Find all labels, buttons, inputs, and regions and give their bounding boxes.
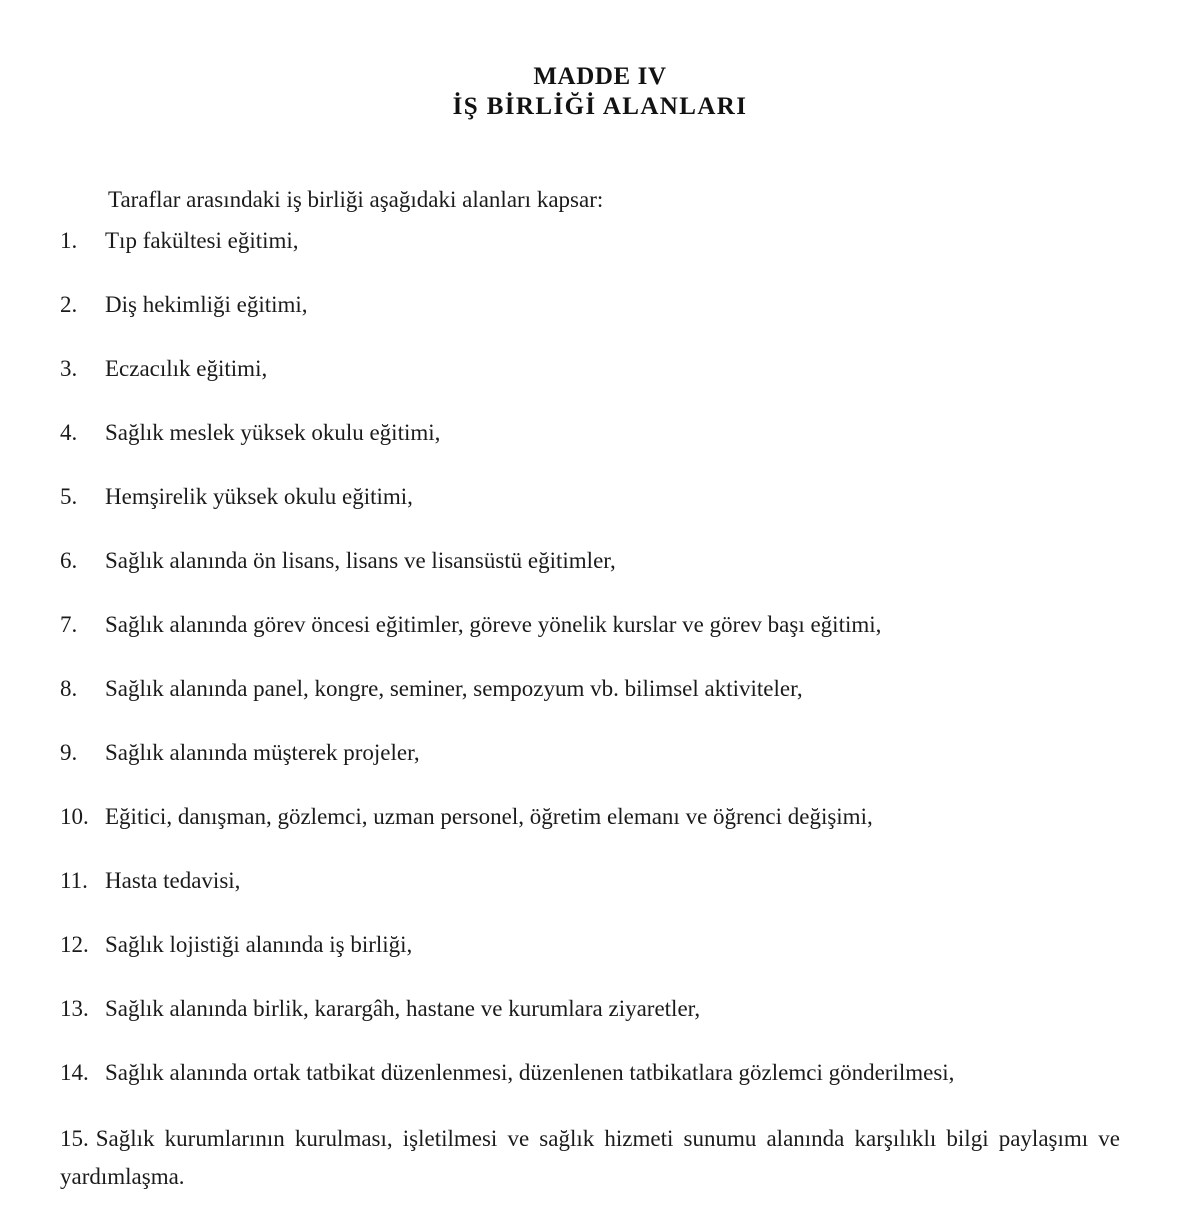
list-item-text: Eğitici, danışman, gözlemci, uzman personel, öğretim elemanı ve öğrenci değişimi, bbox=[105, 804, 873, 829]
list-item-number: 14. bbox=[60, 1060, 89, 1085]
intro-paragraph: Taraflar arasındaki iş birliği aşağıdaki alanları kapsar: bbox=[108, 187, 604, 212]
list-item bbox=[60, 1120, 1160, 1196]
list-item-text: Sağlık alanında ön lisans, lisans ve lisansüstü eğitimler, bbox=[105, 548, 616, 573]
list-item bbox=[60, 928, 1160, 962]
list-item-text: Tıp fakültesi eğitimi, bbox=[105, 228, 299, 253]
document-heading bbox=[0, 62, 1200, 122]
list-item-number: 13. bbox=[60, 996, 89, 1021]
list-item bbox=[60, 1056, 1160, 1090]
list-item-number: 15. bbox=[60, 1126, 89, 1151]
list-item-number: 10. bbox=[60, 804, 89, 829]
list-item-number: 9. bbox=[60, 740, 78, 765]
list-item-text: Hemşirelik yüksek okulu eğitimi, bbox=[105, 484, 413, 509]
list-item bbox=[60, 288, 1160, 322]
list-item-text: Hasta tedavisi, bbox=[105, 868, 241, 893]
list-item-text: Diş hekimliği eğitimi, bbox=[105, 292, 308, 317]
list-item bbox=[60, 864, 1160, 898]
cooperation-areas-list bbox=[60, 224, 1160, 1196]
list-item-number: 1. bbox=[60, 228, 78, 253]
list-item bbox=[60, 416, 1160, 450]
list-item bbox=[60, 608, 1160, 642]
list-item bbox=[60, 352, 1160, 386]
list-item-text: Sağlık lojistiği alanında iş birliği, bbox=[105, 932, 413, 957]
list-item-number: 11. bbox=[60, 868, 88, 893]
list-item-text: Eczacılık eğitimi, bbox=[105, 356, 268, 381]
list-item-text: Sağlık kurumlarının kurulması, işletilmesi ve sağlık hizmeti sunumu alanında karşılıklı bilgi paylaşımı ve yardımlaşma. bbox=[60, 1126, 1120, 1189]
list-item-number: 3. bbox=[60, 356, 78, 381]
list-item-number: 5. bbox=[60, 484, 78, 509]
list-item bbox=[60, 992, 1160, 1026]
list-item-text: Sağlık alanında görev öncesi eğitimler, göreve yönelik kurslar ve görev başı eğitimi, bbox=[105, 612, 882, 637]
list-item bbox=[60, 672, 1160, 706]
heading-article-number: MADDE IV bbox=[533, 63, 667, 90]
list-item-body bbox=[60, 1120, 1120, 1196]
list-item bbox=[60, 800, 1160, 834]
list-item-number: 4. bbox=[60, 420, 78, 445]
list-item-number: 6. bbox=[60, 548, 78, 573]
list-item bbox=[60, 224, 1160, 258]
list-item bbox=[60, 480, 1160, 514]
heading-article-title: İŞ BİRLİĞİ ALANLARI bbox=[452, 93, 748, 120]
list-item-number: 2. bbox=[60, 292, 78, 317]
list-item-number: 8. bbox=[60, 676, 78, 701]
list-item-text: Sağlık alanında panel, kongre, seminer, sempozyum vb. bilimsel aktiviteler, bbox=[105, 676, 803, 701]
list-item-text: Sağlık alanında birlik, karargâh, hastane ve kurumlara ziyaretler, bbox=[105, 996, 701, 1021]
list-item-number: 7. bbox=[60, 612, 78, 637]
list-item bbox=[60, 736, 1160, 770]
list-item-text: Sağlık meslek yüksek okulu eğitimi, bbox=[105, 420, 441, 445]
list-item-text: Sağlık alanında müşterek projeler, bbox=[105, 740, 420, 765]
list-item bbox=[60, 544, 1160, 578]
list-item-text: Sağlık alanında ortak tatbikat düzenlenmesi, düzenlenen tatbikatlara gözlemci gönderilmesi, bbox=[105, 1060, 955, 1085]
list-item-number: 12. bbox=[60, 932, 89, 957]
